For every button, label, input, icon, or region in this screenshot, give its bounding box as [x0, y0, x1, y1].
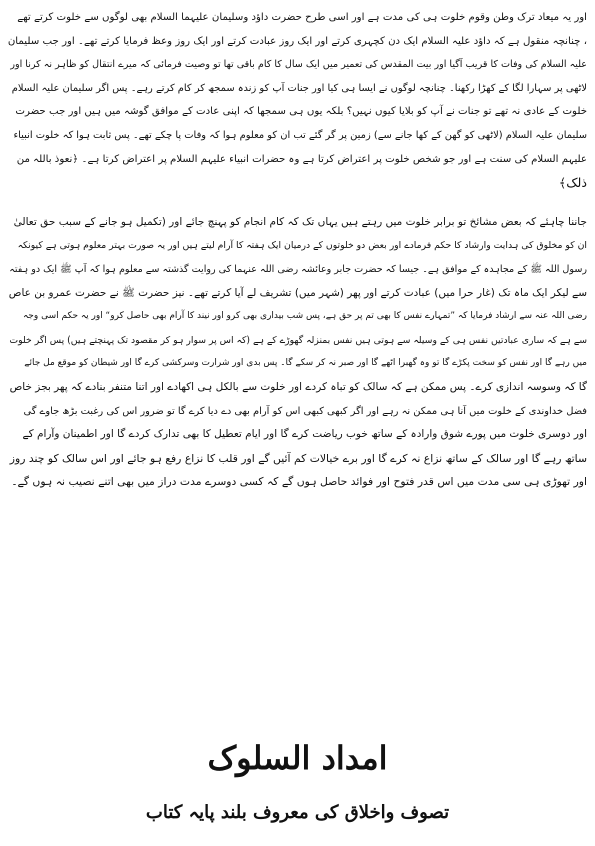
book-subtitle: تصوف واخلاق کی معروف بلند پایہ کتاب [145, 802, 450, 823]
text-line: خلوت کے عادی نہ تھے تو جنات نے آپ کو بلایا کیوں نہیں؟ بلکہ یوں ہی سمجھا کہ اپنی عادت کے موافق گوشہ میں ہیں اور جب حضرت [15, 106, 587, 118]
text-line: سے ہے کہ ساری عبادتیں نفس ہی کے وسیلہ سے ہوتی ہیں نفس بمنزلہ گھوڑے کے ہے (کہ اس پر سوار ہو کر مقصود تک پہنچتے ہیں) پس اگر خلوت [9, 334, 587, 346]
text-line: اور تھوڑی ہی سی مدت میں اس قدر فتوح اور فوائد حاصل ہوں گے کہ کسی دوسرے مدت دراز میں بھی اتنے نصیب نہ ہوں گے۔ [11, 475, 587, 489]
text-line: ان کو مخلوق کی ہدایت وارشاد کا حکم فرمادے اور بعض دو خلوتوں کے درمیان ایک ہفتہ کا آرام لیتے ہیں اور یہ صورت بہتر معلوم ہوتی ہے کیونکہ [17, 240, 587, 252]
text-line: ، چنانچہ منقول ہے کہ داؤد علیہ السلام ایک دن کچہری کرتے اور ایک روز عبادت کرتے اور ایک روز وعظ فرمایا کرتے تھے۔ اور جب سلیمان [8, 35, 587, 47]
paragraph-khalwat-prophets [8, 6, 587, 195]
paragraph-mashaikh-khalwat [8, 211, 587, 494]
text-line: جاننا چاہئے کہ بعض مشائخ تو برابر خلوت میں رہتے ہیں یہاں تک کہ کام انجام کو پہنچ جائے اور (تکمیل ہو جانے کے سبب حق تعالیٰ [13, 215, 587, 228]
text-line: رضی اللہ عنہ سے ارشاد فرمایا کہ ”تمہارے نفس کا بھی تم پر حق ہے، پس شب بیداری بھی کرو اور نیند کا آرام بھی حاصل کرو“ اور یہ حکم اسی وجہ [23, 311, 587, 322]
text-line: اور دوسری خلوت میں پورے شوق وارادہ کے ساتھ خوب ریاضت کرے گا اور ایام تعطیل کا بھی تدارک کردے گا اور اطمینان وآرام کے [22, 428, 587, 441]
text-line: سے لیکر ایک ماہ تک (غار حرا میں) عبادت کرتے اور پھر (شہر میں) تشریف لے آیا کرتے تھے۔ نیز حضرت ﷺ نے حضرت عمرو بن عاص [8, 286, 587, 299]
book-title: امداد السلوک [207, 739, 388, 777]
text-line: میں رہے گا اور نفس کو سخت پکڑے گا تو وہ گھبرا اٹھے گا اور صبر نہ کر سکے گا۔ پس بدی اور شرارت وسرکشی کرے گا اور شیطان کو موقع مل جائے [24, 358, 587, 369]
text-line: علیہم السلام کی سنت ہے اور جو شخص خلوت پر اعتراض کرتا ہے وہ حضرات انبیاء علیہم السلام پر اعتراض کرتا ہے۔ ﴿نعوذ باللہ من [16, 153, 587, 165]
text-line: فضل خداوندی کے خلوت میں آنا ہی ممکن نہ رہے اور اگر کبھی کبھی اس کو آرام بھی دے دیا کرے گا تو ضرور اس کی رغبت بڑھ جاوے گی [23, 405, 587, 417]
text-line: ذلک﴾ [558, 175, 587, 191]
text-line: ساتھ رہے گا اور سالک کے ساتھ نزاع نہ کرے گا اور برے خیالات کم آئیں گے اور قلب کا نزاع رفع ہو جائے اور اس سالک کو چند روز [9, 451, 587, 465]
text-line: علیہ السلام کی وفات کا قریب آگیا اور بیت المقدس کی تعمیر میں ایک سال کا کام باقی تھا تو وصیت فرمائی کہ میرے انتقال کو ظاہر نہ کرنا اور [10, 59, 587, 71]
text-line: سلیمان علیہ السلام (لاٹھی کو گھن کے کھا جانے سے) زمین پر گر گئے تب ان کو معلوم ہوا کہ وفات پا چکے تھے۔ پس ثابت ہوا کہ خلوت انبیاء [13, 129, 587, 141]
text-line: گا کہ وسوسہ اندازی کرے۔ پس ممکن ہے کہ سالک کو تباہ کردے اور خلوت سے بالکل ہی اکھادے اور اتنا متنفر بنادے کہ پھر بجز خاص [9, 380, 587, 393]
text-line: اور یہ میعاد ترک وطن وقوم خلوت ہی کی مدت ہے اور اسی طرح حضرت داؤد وسلیمان علیہما السلام بھی لوگوں سے خلوت کرتے تھے [17, 12, 587, 23]
text-line: لاٹھی پر سہارا لگا کے کھڑا رکھنا۔ چنانچہ لوگوں نے ایسا ہی کیا اور جنات آپ کو زندہ سمجھ کر کام کرتے رہے۔ پس اگر سلیمان علیہ السلام [11, 82, 587, 94]
text-line: رسول اللہ ﷺ کے مجاہدہ کے موافق ہے۔ جیسا کہ حضرت جابر وعائشہ رضی اللہ عنہما کی روایت گذشتہ سے معلوم ہوا کہ آپ ﷺ ایک دو ہفتہ [9, 263, 587, 275]
